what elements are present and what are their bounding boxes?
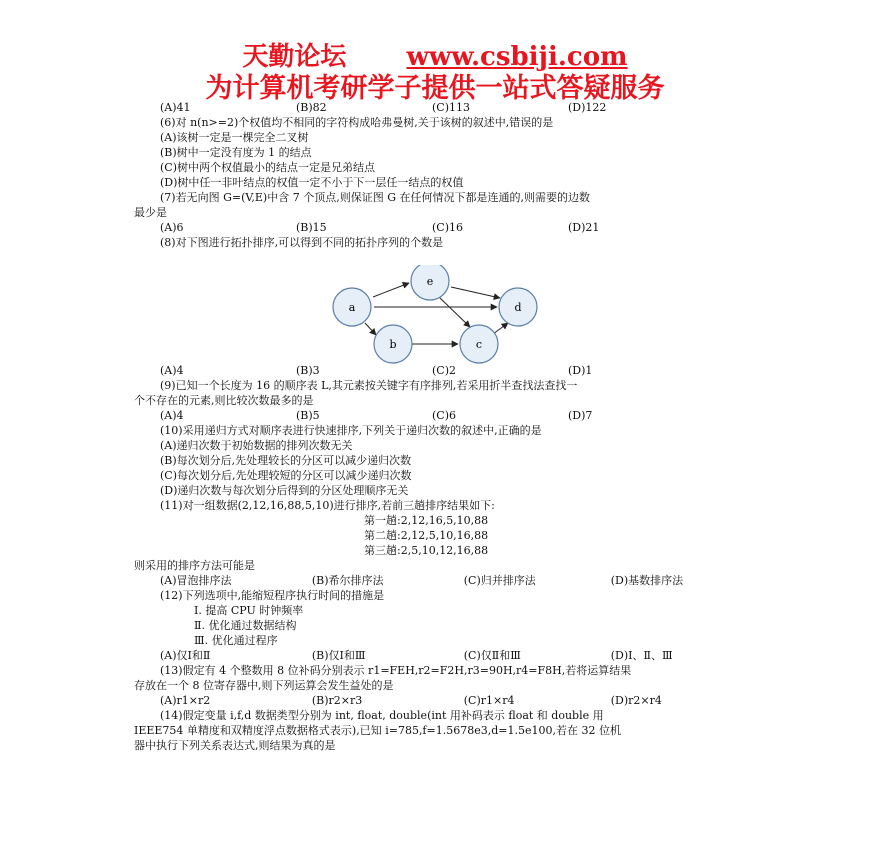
q6-option-c: (C)树中两个权值最小的结点一定是兄弟结点 [160,161,375,174]
q10-option-b: (B)每次划分后,先处理较长的分区可以减少递归次数 [160,454,412,467]
option-c: (C)r1×r4 [463,694,515,707]
option-d: (D)r2×r4 [610,694,662,707]
option-c: (C)113 [432,101,470,114]
option-c: (C)2 [432,364,456,377]
q9-stem-1: (9)已知一个长度为 16 的顺序表 L,其元素按关键字有序排列,若采用折半查找法查找一 [160,379,578,392]
topology-graph [190,265,550,365]
q12-item-1: Ⅰ. 提高 CPU 时钟频率 [194,604,304,617]
q12-item-2: Ⅱ. 优化通过数据结构 [194,619,297,632]
option-b: (B)希尔排序法 [311,574,384,587]
option-c: (C)仅Ⅱ和Ⅲ [463,649,521,662]
edge-e-d [451,287,500,298]
svg-text:d: d [514,301,522,314]
option-b: (B)3 [296,364,320,377]
edge-e-c [439,297,470,327]
option-a: (A)4 [160,364,184,377]
option-a: (A)仅Ⅰ和Ⅱ [160,649,211,662]
option-b: (B)15 [296,221,327,234]
option-c: (C)6 [432,409,456,422]
q7-options [134,220,744,235]
q6-option-b: (B)树中一定没有度为 1 的结点 [160,146,312,159]
option-a: (A)4 [160,409,184,422]
q11-pass-1: 第一趟:2,12,16,5,10,88 [364,514,489,527]
edge-a-b [365,323,376,335]
q8-options [134,363,744,378]
q10-option-d: (D)递归次数与每次划分后得到的分区处理顺序无关 [160,484,409,497]
option-b: (B)82 [296,101,327,114]
edge-c-d [493,323,508,334]
q7-stem-2: 最少是 [134,206,167,219]
node-a [333,288,371,326]
header-slogan: 为计算机考研学子提供一站式答疑服务 [205,73,665,104]
q6-stem: (6)对 n(n>=2)个权值均不相同的字符构成哈弗曼树,关于该树的叙述中,错误的是 [160,116,554,129]
q10-option-a: (A)递归次数于初始数据的排列次数无关 [160,439,353,452]
forum-name: 天勤论坛 [242,42,347,72]
option-d: (D)7 [568,409,593,422]
header-banner-line1 [0,40,870,74]
option-b: (B)仅Ⅰ和Ⅲ [311,649,366,662]
svg-text:a: a [348,301,356,314]
option-b: (B)5 [296,409,320,422]
option-a: (A)6 [160,221,184,234]
q10-stem: (10)采用递归方式对顺序表进行快速排序,下列关于递归次数的叙述中,正确的是 [160,424,542,437]
q14-stem-2: IEEE754 单精度和双精度浮点数据格式表示),已知 i=785,f=1.5678e3,d=1.5e100,若在 32 位机 [134,724,621,737]
option-d: (D)21 [568,221,600,234]
q11-ask: 则采用的排序方法可能是 [134,559,255,572]
site-link[interactable]: www.csbiji.com [406,42,628,72]
option-a: (A)41 [160,101,191,114]
q14-stem-1: (14)假定变量 i,f,d 数据类型分别为 int, float, double(int 用补码表示 float 和 double 用 [160,709,604,722]
exam-content [134,100,744,753]
node-d [499,288,537,326]
q11-stem: (11)对一组数据(2,12,16,88,5,10)进行排序,若前三趟排序结果如下: [160,499,495,512]
q12-item-3: Ⅲ. 优化通过程序 [194,634,278,647]
q8-stem: (8)对下图进行拓扑排序,可以得到不同的拓扑序列的个数是 [160,236,444,249]
q12-options [134,648,744,663]
option-d: (D)Ⅰ、Ⅱ、Ⅲ [610,649,673,662]
node-b [374,325,412,363]
q11-pass-3: 第三趟:2,5,10,12,16,88 [364,544,489,557]
q6-option-a: (A)该树一定是一棵完全二叉树 [160,131,309,144]
option-d: (D)1 [568,364,593,377]
edge-a-e [373,283,409,297]
q14-stem-3: 器中执行下列关系表达式,则结果为真的是 [134,739,336,752]
q13-options [134,693,744,708]
option-c: (C)16 [432,221,463,234]
option-a: (A)冒泡排序法 [160,574,232,587]
q11-options [134,573,744,588]
option-a: (A)r1×r2 [160,694,211,707]
svg-text:b: b [389,338,397,351]
option-d: (D)基数排序法 [610,574,684,587]
option-d: (D)122 [568,101,607,114]
q9-options [134,408,744,423]
q10-option-c: (C)每次划分后,先处理较短的分区可以减少递归次数 [160,469,412,482]
svg-text:e: e [426,275,434,288]
node-c [460,325,498,363]
svg-text:c: c [475,338,483,351]
option-b: (B)r2×r3 [311,694,363,707]
q9-stem-2: 个不存在的元素,则比较次数最多的是 [134,394,314,407]
option-c: (C)归并排序法 [463,574,536,587]
q12-stem: (12)下列选项中,能缩短程序执行时间的措施是 [160,589,385,602]
q13-stem-2: 存放在一个 8 位寄存器中,则下列运算会发生益处的是 [134,679,394,692]
q7-stem-1: (7)若无向图 G=(V,E)中含 7 个顶点,则保证图 G 在任何情况下都是连通的,则需要的边数 [160,191,590,204]
q11-pass-2: 第二趟:2,12,5,10,16,88 [364,529,489,542]
node-e [411,265,449,300]
q13-stem-1: (13)假定有 4 个整数用 8 位补码分别表示 r1=FEH,r2=F2H,r3=90H,r4=F8H,若将运算结果 [160,664,632,677]
q5-options [134,100,744,115]
q6-option-d: (D)树中任一非叶结点的权值一定不小于下一层任一结点的权值 [160,176,464,189]
